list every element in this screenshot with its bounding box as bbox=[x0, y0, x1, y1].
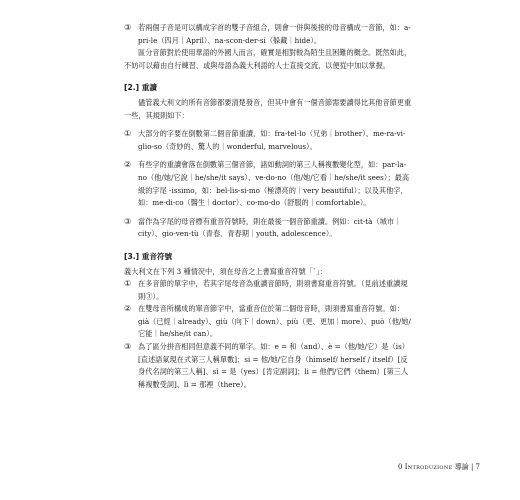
item-number: ② bbox=[124, 304, 132, 314]
item-number: ① bbox=[124, 279, 132, 289]
paragraph: 儘管義大利文的所有音節都要清楚發音，但其中會有一個音節需要讀得比其他音節更重一些，其規則如下： bbox=[124, 97, 412, 120]
page-footer bbox=[340, 462, 480, 472]
list-item bbox=[124, 128, 414, 153]
item-number: ① bbox=[124, 129, 132, 139]
section-heading: [3.] 重音符號 bbox=[124, 251, 173, 261]
item-text: 在多音節的單字中，若其字尾母音為重讀音節時，則須書寫重音符號。（見前述重讀規則③）。 bbox=[138, 279, 408, 301]
list-item bbox=[124, 278, 414, 303]
item-text: 若兩個子音是可以構成字首的雙子音組合，則會一併與後接的母音構成一音節，如：a-pri-le（四月｜April）、na-scon-der-si（躲藏｜hide）。 bbox=[138, 23, 411, 45]
item-text: 為了區分拼音相同但意義不同的單字。如：e = 和（and）、è =（他/她/它）是（is）[直述語氣現在式第三人稱單數]；si = 他/她/它自身（himself/ herself / itself）[反身代名詞的第三人稱]、sì = 是（yes）[肯定副詞]；li = 他們/它們（them）[第三人稱複數受詞]、lì = 那裡（there）。 bbox=[138, 342, 409, 389]
list-item bbox=[124, 216, 414, 241]
paragraph: 義大利文在下列 3 種情況中，須在母音之上書寫重音符號「ˋ」： bbox=[124, 266, 328, 276]
list-item bbox=[124, 159, 414, 209]
chapter-number: 0 bbox=[398, 463, 403, 471]
item-text: 大部分的字要在倒數第二個音節重讀，如：fra-tel-lo（兄弟｜brother）、me-ra-vi-glio-so（奇妙的、驚人的｜wonderful, marvelous）。 bbox=[138, 129, 406, 151]
chapter-title-chinese: 導論 bbox=[454, 463, 469, 471]
item-text: 在雙母音所構成的單音節字中，當重音位於第二個母音時，則須書寫重音符號。如：già（已經｜already）、giù（向下｜down）、più（更、更加｜more）、può（他/她/它能｜he/she/it can）。 bbox=[138, 304, 411, 339]
list-item bbox=[124, 303, 414, 341]
item-number: ③ bbox=[124, 23, 132, 32]
list-item bbox=[124, 22, 414, 47]
item-text: 當作為字尾的母音標有重音符號時，則在最後一個音節重讀。例如：cit-tà（城市｜city）、gio-ven-tù（青春、青春期｜youth, adolescence）。 bbox=[138, 216, 402, 239]
chapter-title-italian: Introduzione bbox=[404, 463, 453, 471]
list-item bbox=[124, 341, 414, 391]
page-number: 7 bbox=[475, 463, 480, 471]
item-number: ③ bbox=[124, 342, 132, 352]
item-number: ③ bbox=[124, 216, 132, 226]
paragraph: 區分音節對於使用華語的外國人而言，確實是相對較為陌生且困難的概念。既然如此，不妨可以藉由自行練習、或與母語為義大利語的人士直接交流，以便從中加以掌握。 bbox=[124, 48, 412, 70]
item-text: 有些字的重讀會落在倒數第三個音節，諸如動詞的第三人稱複數變化型，如：par-la-no（他/她/它說｜he/she/it says）、ve-do-no（他/她/它看｜he/she/it sees）；最高級的字尾 -issimo，如：bel-lis-si-mo（極漂亮的｜very beautiful）；以及其他字，如：me-di-co（醫生｜doctor）、co-mo-do（舒服的｜comfortable）。 bbox=[138, 160, 410, 208]
item-number: ② bbox=[124, 160, 132, 170]
page-content bbox=[124, 22, 414, 391]
footer-separator: | bbox=[470, 463, 474, 471]
section-heading: [2.] 重讀 bbox=[124, 83, 157, 93]
